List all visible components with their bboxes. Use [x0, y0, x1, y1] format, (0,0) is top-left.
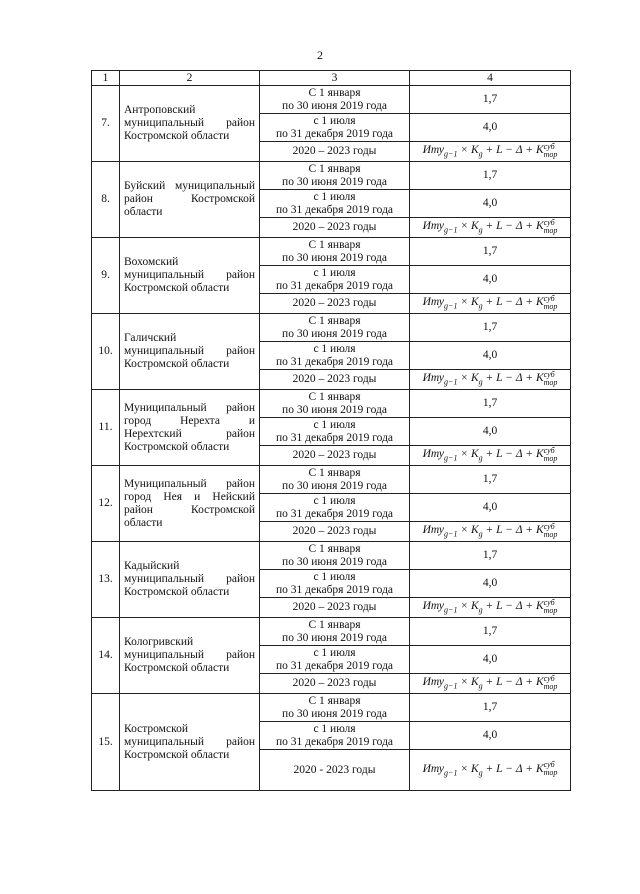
- row-number: 14.: [92, 618, 120, 694]
- tariff-formula: $Иту_{g-1} \times K_g + L - \Delta + K$ суб тор: [422, 293, 558, 311]
- table-row: [92, 466, 571, 494]
- formula-cell: [410, 446, 571, 466]
- period-first-half: С 1 января по 30 июня 2019 года: [260, 162, 410, 190]
- period-second-half: с 1 июля по 31 декабря 2019 года: [260, 722, 410, 750]
- district-name: Кологривский муниципальный район Костромской области: [120, 618, 260, 694]
- period-second-half: с 1 июля по 31 декабря 2019 года: [260, 114, 410, 142]
- table-row: [92, 162, 571, 190]
- index-first-half: 1,7: [410, 238, 571, 266]
- tariff-formula: $Иту_{g-1} \times K_g + L - \Delta + K$ суб тор: [422, 217, 558, 235]
- formula-cell: [410, 674, 571, 694]
- table-row: [92, 314, 571, 342]
- period-2020-2023: 2020 – 2023 годы: [260, 674, 410, 694]
- page-number: 2: [317, 48, 323, 62]
- index-first-half: 1,7: [410, 162, 571, 190]
- period-second-half: с 1 июля по 31 декабря 2019 года: [260, 570, 410, 598]
- index-first-half: 1,7: [410, 466, 571, 494]
- row-number: 8.: [92, 162, 120, 238]
- index-second-half: 4,0: [410, 646, 571, 674]
- period-second-half: с 1 июля по 31 декабря 2019 года: [260, 646, 410, 674]
- period-second-half: с 1 июля по 31 декабря 2019 года: [260, 266, 410, 294]
- header-col-4: 4: [410, 71, 571, 86]
- period-first-half: С 1 января по 30 июня 2019 года: [260, 390, 410, 418]
- index-second-half: 4,0: [410, 570, 571, 598]
- row-number: 15.: [92, 694, 120, 791]
- district-name: Кадыйский муниципальный район Костромской области: [120, 542, 260, 618]
- period-2020-2023: 2020 – 2023 годы: [260, 218, 410, 238]
- period-2020-2023: 2020 – 2023 годы: [260, 522, 410, 542]
- district-name: Галичский муниципальный район Костромской области: [120, 314, 260, 390]
- index-second-half: 4,0: [410, 114, 571, 142]
- index-second-half: 4,0: [410, 418, 571, 446]
- index-second-half: 4,0: [410, 266, 571, 294]
- period-first-half: С 1 января по 30 июня 2019 года: [260, 694, 410, 722]
- tariff-formula: $Иту_{g-1} \times K_g + L - \Delta + K$ суб тор: [422, 760, 558, 778]
- district-name: Костромской муниципальный район Костромской области: [120, 694, 260, 791]
- row-number: 9.: [92, 238, 120, 314]
- period-first-half: С 1 января по 30 июня 2019 года: [260, 238, 410, 266]
- table-row: [92, 694, 571, 722]
- period-first-half: С 1 января по 30 июня 2019 года: [260, 618, 410, 646]
- tariff-table: [91, 70, 571, 791]
- period-second-half: с 1 июля по 31 декабря 2019 года: [260, 494, 410, 522]
- period-second-half: с 1 июля по 31 декабря 2019 года: [260, 190, 410, 218]
- index-first-half: 1,7: [410, 314, 571, 342]
- table-row: [92, 390, 571, 418]
- table-row: [92, 542, 571, 570]
- period-2020-2023: 2020 – 2023 годы: [260, 370, 410, 390]
- tariff-formula: $Иту_{g-1} \times K_g + L - \Delta + K$ суб тор: [422, 141, 558, 159]
- index-first-half: 1,7: [410, 390, 571, 418]
- period-first-half: С 1 января по 30 июня 2019 года: [260, 86, 410, 114]
- tariff-formula: $Иту_{g-1} \times K_g + L - \Delta + K$ суб тор: [422, 521, 558, 539]
- formula-cell: [410, 294, 571, 314]
- row-number: 13.: [92, 542, 120, 618]
- header-col-1: 1: [92, 71, 120, 86]
- index-second-half: 4,0: [410, 190, 571, 218]
- index-first-half: 1,7: [410, 542, 571, 570]
- index-second-half: 4,0: [410, 342, 571, 370]
- district-name: Вохомский муниципальный район Костромской области: [120, 238, 260, 314]
- tariff-formula: $Иту_{g-1} \times K_g + L - \Delta + K$ суб тор: [422, 445, 558, 463]
- district-name: Буйский муниципальный район Костромской области: [120, 162, 260, 238]
- index-second-half: 4,0: [410, 494, 571, 522]
- index-second-half: 4,0: [410, 722, 571, 750]
- formula-cell: [410, 370, 571, 390]
- index-first-half: 1,7: [410, 86, 571, 114]
- period-2020-2023: 2020 – 2023 годы: [260, 598, 410, 618]
- period-second-half: с 1 июля по 31 декабря 2019 года: [260, 418, 410, 446]
- period-2020-2023: 2020 – 2023 годы: [260, 446, 410, 466]
- index-first-half: 1,7: [410, 618, 571, 646]
- period-first-half: С 1 января по 30 июня 2019 года: [260, 314, 410, 342]
- period-2020-2023: 2020 – 2023 годы: [260, 142, 410, 162]
- formula-cell: [410, 142, 571, 162]
- table-row: [92, 618, 571, 646]
- table-row: [92, 86, 571, 114]
- period-2020-2023: 2020 - 2023 годы: [260, 750, 410, 791]
- period-second-half: с 1 июля по 31 декабря 2019 года: [260, 342, 410, 370]
- period-2020-2023: 2020 – 2023 годы: [260, 294, 410, 314]
- table-row: [92, 238, 571, 266]
- tariff-formula: $Иту_{g-1} \times K_g + L - \Delta + K$ суб тор: [422, 369, 558, 387]
- table-header-row: [92, 71, 571, 86]
- formula-cell: [410, 522, 571, 542]
- period-first-half: С 1 января по 30 июня 2019 года: [260, 466, 410, 494]
- index-first-half: 1,7: [410, 694, 571, 722]
- header-col-2: 2: [120, 71, 260, 86]
- formula-cell: [410, 218, 571, 238]
- formula-cell: [410, 750, 571, 791]
- header-col-3: 3: [260, 71, 410, 86]
- row-number: 11.: [92, 390, 120, 466]
- formula-cell: [410, 598, 571, 618]
- row-number: 12.: [92, 466, 120, 542]
- tariff-formula: $Иту_{g-1} \times K_g + L - \Delta + K$ суб тор: [422, 597, 558, 615]
- district-name: Антроповский муниципальный район Костромской области: [120, 86, 260, 162]
- district-name: Муниципальный район город Нерехта и Нерехтский район Костромской области: [120, 390, 260, 466]
- tariff-formula: $Иту_{g-1} \times K_g + L - \Delta + K$ суб тор: [422, 673, 558, 691]
- row-number: 7.: [92, 86, 120, 162]
- period-first-half: С 1 января по 30 июня 2019 года: [260, 542, 410, 570]
- row-number: 10.: [92, 314, 120, 390]
- district-name: Муниципальный район город Нея и Нейский район Костромской области: [120, 466, 260, 542]
